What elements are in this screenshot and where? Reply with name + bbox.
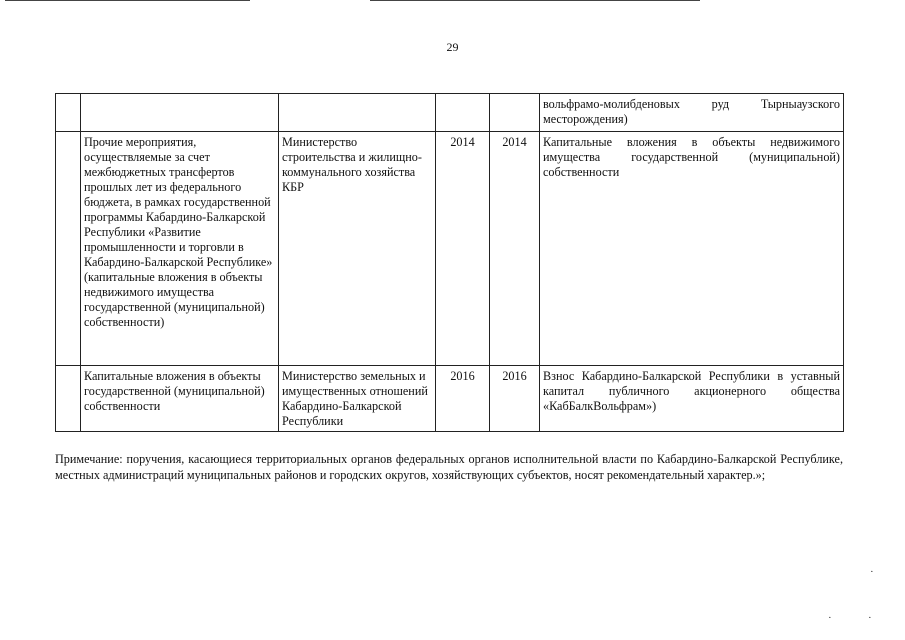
row-number-cell xyxy=(56,132,81,366)
end-year-cell: 2016 xyxy=(490,366,540,432)
result-cell: Капитальные вложения в объекты недвижимого имущества государственной (муниципальной) собственности xyxy=(540,132,844,366)
scan-speck-mark: · xyxy=(868,612,872,624)
footnote: Примечание: поручения, касающиеся территориальных органов федеральных органов исполнительной власти по Кабардино-Балкарской Республике, местных администраций муниципальных районов и городских округов, хозяйствующих субъектов, носят рекомендательный характер.»; xyxy=(55,452,843,482)
event-cell xyxy=(81,94,279,132)
table-row xyxy=(56,132,844,366)
page-number: 29 xyxy=(446,40,459,54)
table-row xyxy=(56,366,844,432)
event-cell: Прочие мероприятия, осуществляемые за счет межбюджетных трансфертов прошлых лет из федерального бюджета, в рамках государственной программы Кабардино-Балкарской Республики «Развитие промышленности и торговли в Кабардино-Балкарской Республике» (капитальные вложения в объекты недвижимого имущества государственной (муниципальной) собственности) xyxy=(81,132,279,366)
result-cell: Взнос Кабардино-Балкарской Республики в уставный капитал публичного акционерного общества «КабБалкВольфрам») xyxy=(540,366,844,432)
scan-speck-mark: · xyxy=(828,612,832,624)
start-year-cell: 2016 xyxy=(436,366,490,432)
table-row xyxy=(56,94,844,132)
row-number-cell xyxy=(56,94,81,132)
end-year-cell: 2014 xyxy=(490,132,540,366)
measures-table xyxy=(55,93,844,432)
row-number-cell xyxy=(56,366,81,432)
start-year-cell: 2014 xyxy=(436,132,490,366)
scan-artifact-line-left xyxy=(5,0,250,1)
result-cell: вольфрамо-молибденовых руд Тырныаузского месторождения) xyxy=(540,94,844,132)
event-cell: Капитальные вложения в объекты государственной (муниципальной) собственности xyxy=(81,366,279,432)
start-year-cell xyxy=(436,94,490,132)
executor-cell xyxy=(279,94,436,132)
executor-cell: Министерство земельных и имущественных отношений Кабардино-Балкарской Республики xyxy=(279,366,436,432)
scan-artifact-line-right xyxy=(370,0,700,1)
scan-speck-mark: · xyxy=(870,566,874,578)
executor-cell: Министерство строительства и жилищно-коммунального хозяйства КБР xyxy=(279,132,436,366)
end-year-cell xyxy=(490,94,540,132)
